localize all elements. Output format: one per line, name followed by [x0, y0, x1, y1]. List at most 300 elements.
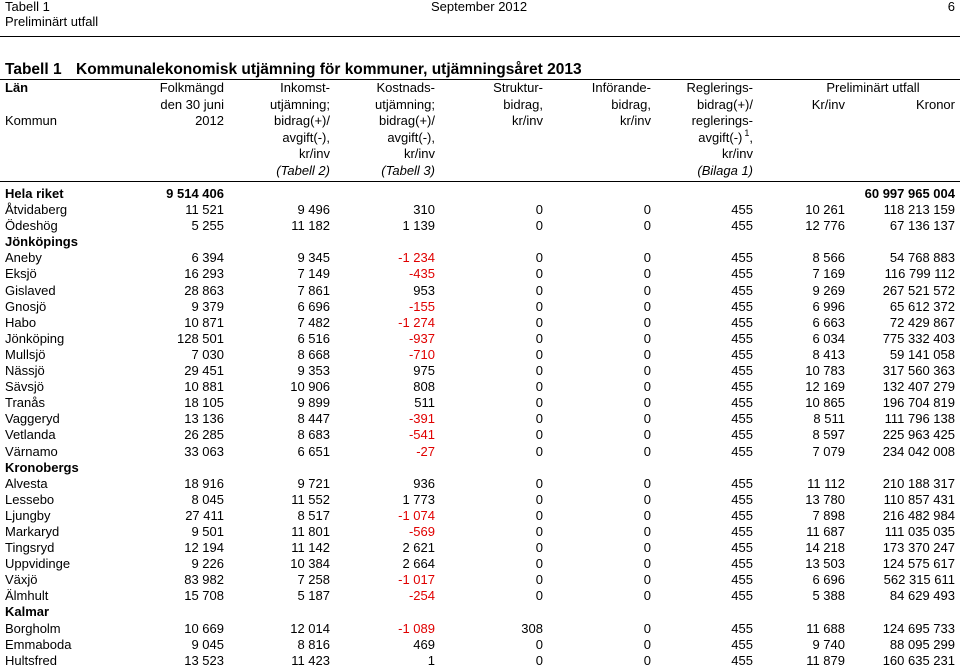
table-body [5, 186, 955, 669]
cell-utfall-kr-per-inv: 11 687 [806, 523, 845, 539]
table-row [5, 331, 955, 347]
header-kostnadsutjamning-line-3: bidrag(+)/ [379, 113, 435, 129]
cell-inkomstutjamning: 7 149 [297, 266, 330, 282]
cell-utfall-kronor: 72 429 867 [889, 314, 955, 330]
header-regleringsbidrag-line-3: reglerings- [691, 113, 753, 129]
municipality-name: Aneby [5, 250, 42, 266]
cell-regleringsbidrag [651, 186, 753, 202]
cell-kostnadsutjamning: 975 [413, 363, 435, 379]
table-row [5, 299, 955, 315]
cell-inforandebidrag: 0 [643, 572, 651, 588]
cell-kostnadsutjamning: -27 [416, 443, 435, 459]
cell-utfall-kronor: 110 857 431 [883, 491, 955, 507]
cell-utfall-kronor: 59 141 058 [889, 346, 955, 362]
cell-inkomstutjamning: 11 552 [291, 491, 330, 507]
header-regleringsbidrag-punctuation: , [749, 129, 753, 145]
cell-inforandebidrag: 0 [643, 491, 651, 507]
header-kommun-line-1: Län [5, 80, 29, 95]
header-kommun-line-3: Kommun [5, 113, 58, 129]
header-kostnadsutjamning-line-6: (Tabell 3) [381, 162, 435, 178]
municipality-name: Vetlanda [5, 427, 56, 443]
table-row [5, 524, 955, 540]
table-row [5, 508, 955, 524]
cell-folkmangd: 13 523 [184, 652, 224, 668]
table-row [5, 588, 955, 604]
header-utfall-kronor-line-2: Kronor [915, 96, 955, 112]
county-group-row [5, 604, 955, 620]
footnote-marker: 1 [744, 128, 750, 139]
cell-utfall-kr-per-inv: 12 169 [805, 379, 845, 395]
cell-kostnadsutjamning: 2 664 [402, 556, 435, 572]
page-header-date: September 2012 [431, 0, 528, 14]
cell-regleringsbidrag: 455 [731, 266, 753, 282]
cell-inkomstutjamning: 10 384 [290, 556, 330, 572]
cell-utfall-kr-per-inv: 12 776 [805, 218, 845, 234]
cell-regleringsbidrag: 455 [731, 507, 753, 523]
cell-inforandebidrag: 0 [643, 395, 651, 411]
cell-kostnadsutjamning: 808 [413, 379, 435, 395]
cell-utfall-kronor: 562 315 611 [883, 572, 955, 588]
cell-inkomstutjamning: 8 683 [297, 427, 330, 443]
header-regleringsbidrag-line-5: kr/inv [721, 146, 753, 162]
cell-folkmangd: 5 255 [191, 218, 224, 234]
cell-kostnadsutjamning: -1 234 [398, 250, 435, 266]
cell-strukturbidrag: 0 [535, 314, 543, 330]
cell-inforandebidrag: 0 [643, 298, 651, 314]
cell-utfall-kronor: 116 799 112 [884, 266, 955, 282]
cell-kostnadsutjamning: -155 [408, 298, 435, 314]
cell-strukturbidrag: 0 [535, 507, 543, 523]
header-strukturbidrag-line-2: bidrag, [503, 96, 543, 112]
cell-utfall-kr-per-inv: 14 218 [805, 540, 845, 556]
cell-folkmangd: 8 045 [191, 491, 224, 507]
municipality-name: Sävsjö [5, 379, 45, 395]
cell-inforandebidrag: 0 [643, 636, 651, 652]
county-group-row [5, 460, 955, 476]
county-name: Kalmar [5, 604, 50, 620]
cell-kostnadsutjamning: 936 [413, 475, 435, 491]
cell-folkmangd: 9 501 [191, 523, 224, 539]
header-inkomstutjamning-line-1: Inkomst- [280, 80, 330, 95]
cell-folkmangd: 9 379 [191, 298, 224, 314]
cell-inkomstutjamning: 9 345 [297, 250, 330, 266]
cell-strukturbidrag: 0 [535, 588, 543, 604]
cell-strukturbidrag: 0 [535, 330, 543, 346]
cell-strukturbidrag: 0 [535, 523, 543, 539]
cell-kostnadsutjamning: 1 773 [402, 491, 435, 507]
cell-utfall-kronor: 124 695 733 [882, 620, 955, 636]
cell-utfall-kr-per-inv: 6 996 [812, 298, 845, 314]
table-row [5, 540, 955, 556]
cell-regleringsbidrag: 455 [731, 250, 753, 266]
municipality-name: Tranås [5, 395, 45, 411]
cell-inkomstutjamning: 8 517 [297, 507, 330, 523]
cell-strukturbidrag: 0 [535, 363, 543, 379]
cell-regleringsbidrag: 455 [731, 363, 753, 379]
cell-utfall-kronor: 111 796 138 [884, 411, 955, 427]
cell-strukturbidrag: 0 [535, 346, 543, 362]
cell-inforandebidrag: 0 [643, 588, 651, 604]
cell-inforandebidrag: 0 [643, 202, 651, 218]
cell-regleringsbidrag: 455 [731, 491, 753, 507]
cell-inkomstutjamning: 9 899 [297, 395, 330, 411]
cell-utfall-kronor: 267 521 572 [882, 282, 955, 298]
municipality-name: Eksjö [5, 266, 37, 282]
cell-folkmangd: 12 194 [184, 540, 224, 556]
cell-kostnadsutjamning: 2 621 [402, 540, 435, 556]
cell-utfall-kronor: 225 963 425 [882, 427, 955, 443]
table-row-total [5, 186, 955, 202]
cell-regleringsbidrag: 455 [731, 443, 753, 459]
header-inforandebidrag-line-1: Införande- [591, 80, 651, 95]
cell-strukturbidrag: 0 [535, 443, 543, 459]
cell-kostnadsutjamning: 511 [414, 395, 435, 411]
cell-utfall-kronor: 775 332 403 [882, 330, 955, 346]
cell-regleringsbidrag: 455 [731, 572, 753, 588]
cell-inforandebidrag: 0 [643, 266, 651, 282]
cell-utfall-kr-per-inv: 11 112 [807, 475, 845, 491]
cell-inkomstutjamning: 6 516 [297, 330, 330, 346]
cell-inkomstutjamning: 7 482 [297, 314, 330, 330]
municipality-name: Uppvidinge [5, 556, 71, 572]
cell-inkomstutjamning: 11 423 [291, 652, 330, 668]
page-number: 6 [947, 0, 955, 14]
cell-folkmangd: 11 521 [185, 202, 224, 218]
page-header-table-ref: Tabell 1 [5, 0, 50, 14]
table-row [5, 266, 955, 282]
cell-regleringsbidrag: 455 [731, 346, 753, 362]
header-kostnadsutjamning-line-2: utjämning; [375, 96, 435, 112]
cell-folkmangd: 18 916 [184, 475, 224, 491]
cell-kostnadsutjamning: -541 [408, 427, 435, 443]
cell-kostnadsutjamning: -1 274 [398, 314, 435, 330]
cell-inkomstutjamning: 8 447 [297, 411, 330, 427]
header-kostnadsutjamning-line-4: avgift(-), [387, 129, 435, 145]
municipality-name: Tingsryd [5, 540, 55, 556]
cell-inforandebidrag: 0 [643, 556, 651, 572]
cell-strukturbidrag: 0 [535, 540, 543, 556]
table-row [5, 427, 955, 443]
cell-utfall-kronor: 60 997 965 004 [864, 186, 955, 201]
table-row [5, 556, 955, 572]
cell-folkmangd: 83 982 [184, 572, 224, 588]
cell-utfall-kr-per-inv: 9 269 [812, 282, 845, 298]
cell-regleringsbidrag: 455 [731, 395, 753, 411]
municipality-name: Borgholm [5, 620, 61, 636]
cell-regleringsbidrag: 455 [731, 620, 753, 636]
cell-utfall-kronor: 173 370 247 [882, 540, 955, 556]
header-kostnadsutjamning-line-1: Kostnads- [376, 80, 435, 95]
cell-regleringsbidrag: 455 [731, 427, 753, 443]
cell-regleringsbidrag: 455 [731, 330, 753, 346]
header-regleringsbidrag-line-4 [651, 130, 753, 147]
cell-inforandebidrag: 0 [643, 652, 651, 668]
header-regleringsbidrag-line-1: Reglerings- [686, 80, 753, 95]
cell-strukturbidrag: 0 [535, 395, 543, 411]
table-row [5, 218, 955, 234]
cell-inkomstutjamning: 7 258 [297, 572, 330, 588]
county-name: Jönköpings [5, 234, 78, 250]
cell-utfall-kr-per-inv: 8 413 [812, 346, 845, 362]
cell-utfall-kronor: 216 482 984 [882, 507, 955, 523]
cell-inkomstutjamning: 6 696 [297, 298, 330, 314]
page-header-left [5, 0, 98, 29]
cell-kostnadsutjamning: -391 [408, 411, 435, 427]
cell-inforandebidrag [543, 186, 651, 202]
cell-utfall-kr-per-inv: 6 034 [812, 330, 845, 346]
table-row [5, 572, 955, 588]
cell-folkmangd: 10 669 [184, 620, 224, 636]
cell-inkomstutjamning: 8 668 [297, 346, 330, 362]
cell-utfall-kr-per-inv: 7 169 [812, 266, 845, 282]
cell-folkmangd: 6 394 [191, 250, 224, 266]
cell-strukturbidrag: 0 [535, 202, 543, 218]
cell-regleringsbidrag: 455 [731, 540, 753, 556]
cell-utfall-kronor: 196 704 819 [882, 395, 955, 411]
cell-inkomstutjamning [224, 186, 330, 202]
cell-strukturbidrag: 0 [535, 379, 543, 395]
municipality-name: Värnamo [5, 443, 58, 459]
cell-inkomstutjamning: 8 816 [297, 636, 330, 652]
table-row [5, 363, 955, 379]
total-label: Hela riket [5, 186, 64, 201]
cell-utfall-kr-per-inv: 6 696 [812, 572, 845, 588]
table-row [5, 347, 955, 363]
cell-utfall-kr-per-inv: 11 688 [806, 620, 845, 636]
cell-kostnadsutjamning: -937 [408, 330, 435, 346]
table-label: Tabell 1 [5, 61, 62, 78]
cell-utfall-kronor: 317 560 363 [882, 363, 955, 379]
cell-inforandebidrag: 0 [643, 411, 651, 427]
cell-regleringsbidrag: 455 [731, 298, 753, 314]
cell-utfall-kronor: 88 095 299 [889, 636, 955, 652]
cell-utfall-kr-per-inv: 10 865 [805, 395, 845, 411]
cell-utfall-kr-per-inv [753, 186, 845, 202]
table-header [5, 80, 955, 180]
table-row [5, 250, 955, 266]
cell-utfall-kr-per-inv: 13 780 [805, 491, 845, 507]
cell-regleringsbidrag: 455 [731, 588, 753, 604]
municipality-name: Hultsfred [5, 652, 58, 668]
cell-inforandebidrag: 0 [643, 475, 651, 491]
cell-utfall-kr-per-inv: 11 879 [806, 652, 845, 668]
cell-inforandebidrag: 0 [643, 620, 651, 636]
cell-inkomstutjamning: 12 014 [290, 620, 330, 636]
cell-kostnadsutjamning: -254 [408, 588, 435, 604]
municipality-name: Åtvidaberg [5, 202, 68, 218]
cell-inkomstutjamning: 6 651 [297, 443, 330, 459]
cell-utfall-kr-per-inv: 8 566 [812, 250, 845, 266]
cell-inforandebidrag: 0 [643, 218, 651, 234]
cell-strukturbidrag: 0 [535, 556, 543, 572]
cell-folkmangd: 16 293 [184, 266, 224, 282]
municipality-name: Habo [5, 314, 37, 330]
cell-folkmangd: 128 501 [177, 330, 224, 346]
cell-kostnadsutjamning: -569 [408, 523, 435, 539]
cell-inforandebidrag: 0 [643, 507, 651, 523]
cell-regleringsbidrag: 455 [731, 523, 753, 539]
cell-utfall-kr-per-inv: 6 663 [812, 314, 845, 330]
cell-folkmangd: 10 871 [184, 314, 224, 330]
header-inkomstutjamning-line-4: avgift(-), [282, 129, 330, 145]
table-row [5, 315, 955, 331]
cell-kostnadsutjamning: 953 [413, 282, 435, 298]
table-row [5, 653, 955, 669]
municipality-name: Jönköping [5, 330, 65, 346]
cell-strukturbidrag: 0 [535, 298, 543, 314]
header-inforandebidrag-line-2: bidrag, [611, 96, 651, 112]
cell-folkmangd: 7 030 [191, 346, 224, 362]
municipality-name: Älmhult [5, 588, 49, 604]
municipality-name: Gislaved [5, 282, 56, 298]
cell-regleringsbidrag: 455 [731, 282, 753, 298]
table-row [5, 492, 955, 508]
cell-utfall-kr-per-inv: 10 783 [805, 363, 845, 379]
cell-utfall-kronor: 118 213 159 [883, 202, 955, 218]
cell-kostnadsutjamning: 1 139 [402, 218, 435, 234]
cell-folkmangd: 15 708 [184, 588, 224, 604]
cell-inforandebidrag: 0 [643, 540, 651, 556]
cell-kostnadsutjamning: -435 [408, 266, 435, 282]
cell-regleringsbidrag: 455 [731, 411, 753, 427]
cell-strukturbidrag: 0 [535, 491, 543, 507]
cell-inkomstutjamning: 9 721 [297, 475, 330, 491]
header-regleringsbidrag-line-6: (Bilaga 1) [697, 162, 753, 178]
cell-utfall-kr-per-inv: 10 261 [805, 202, 845, 218]
cell-inforandebidrag: 0 [643, 443, 651, 459]
cell-inkomstutjamning: 9 496 [297, 202, 330, 218]
cell-folkmangd: 9 045 [191, 636, 224, 652]
cell-inkomstutjamning: 11 801 [291, 523, 330, 539]
county-name: Kronobergs [5, 459, 79, 475]
cell-utfall-kronor: 67 136 137 [889, 218, 955, 234]
cell-folkmangd: 9 514 406 [166, 186, 224, 201]
header-folkmangd-line-2: den 30 juni [160, 96, 224, 112]
cell-folkmangd: 27 411 [185, 507, 224, 523]
cell-strukturbidrag: 308 [521, 620, 543, 636]
cell-strukturbidrag: 0 [535, 427, 543, 443]
table-row [5, 379, 955, 395]
page-header-rule [0, 36, 960, 37]
cell-utfall-kronor: 65 612 372 [889, 298, 955, 314]
county-group-row [5, 234, 955, 250]
cell-strukturbidrag: 0 [535, 475, 543, 491]
cell-regleringsbidrag: 455 [731, 556, 753, 572]
municipality-name: Alvesta [5, 475, 48, 491]
header-inkomstutjamning-line-5: kr/inv [298, 146, 330, 162]
table-row [5, 411, 955, 427]
cell-strukturbidrag: 0 [535, 250, 543, 266]
cell-utfall-kronor: 54 768 883 [889, 250, 955, 266]
header-utfall-kr-per-inv-line-2: Kr/inv [811, 96, 845, 112]
cell-kostnadsutjamning: 469 [413, 636, 435, 652]
cell-inforandebidrag: 0 [643, 250, 651, 266]
cell-utfall-kronor: 111 035 035 [884, 523, 955, 539]
cell-utfall-kr-per-inv: 13 503 [805, 556, 845, 572]
municipality-name: Vaggeryd [5, 411, 60, 427]
cell-regleringsbidrag: 455 [731, 475, 753, 491]
header-folkmangd-line-1: Folkmängd [159, 80, 224, 95]
cell-regleringsbidrag: 455 [731, 636, 753, 652]
cell-folkmangd: 29 451 [184, 363, 224, 379]
header-kostnadsutjamning-line-5: kr/inv [403, 146, 435, 162]
cell-folkmangd: 13 136 [184, 411, 224, 427]
cell-utfall-kronor: 234 042 008 [882, 443, 955, 459]
cell-strukturbidrag: 0 [535, 652, 543, 668]
page-header-status: Preliminärt utfall [5, 13, 99, 29]
cell-kostnadsutjamning: -1 089 [398, 620, 435, 636]
header-inkomstutjamning-line-6: (Tabell 2) [276, 162, 330, 178]
table-row [5, 202, 955, 218]
cell-utfall-kr-per-inv: 8 597 [812, 427, 845, 443]
cell-utfall-kr-per-inv: 5 388 [812, 588, 845, 604]
cell-folkmangd: 33 063 [184, 443, 224, 459]
cell-kostnadsutjamning: 310 [413, 202, 435, 218]
cell-inkomstutjamning: 11 182 [291, 218, 330, 234]
header-bottom-rule [0, 181, 960, 182]
cell-utfall-kr-per-inv: 8 511 [813, 411, 845, 427]
cell-utfall-kronor: 210 188 317 [882, 475, 955, 491]
municipality-name: Emmaboda [5, 636, 72, 652]
cell-utfall-kr-per-inv: 7 898 [812, 507, 845, 523]
cell-folkmangd: 28 863 [184, 282, 224, 298]
header-strukturbidrag-line-1: Struktur- [493, 80, 543, 95]
header-folkmangd-line-3: 2012 [195, 113, 224, 129]
cell-utfall-kronor: 84 629 493 [889, 588, 955, 604]
cell-inforandebidrag: 0 [643, 330, 651, 346]
cell-folkmangd: 18 105 [184, 395, 224, 411]
cell-regleringsbidrag: 455 [731, 218, 753, 234]
cell-inforandebidrag: 0 [643, 346, 651, 362]
cell-kostnadsutjamning: 1 [427, 652, 435, 668]
table-row [5, 637, 955, 653]
cell-utfall-kr-per-inv: 9 740 [812, 636, 845, 652]
cell-strukturbidrag: 0 [535, 266, 543, 282]
table-row [5, 621, 955, 637]
municipality-name: Markaryd [5, 523, 60, 539]
cell-inkomstutjamning: 10 906 [290, 379, 330, 395]
cell-strukturbidrag [435, 186, 543, 202]
municipality-name: Ödeshög [5, 218, 58, 234]
cell-utfall-kronor: 132 407 279 [882, 379, 955, 395]
cell-inforandebidrag: 0 [643, 282, 651, 298]
municipality-name: Ljungby [5, 507, 51, 523]
cell-folkmangd: 10 881 [184, 379, 224, 395]
cell-strukturbidrag: 0 [535, 636, 543, 652]
cell-kostnadsutjamning: -1 074 [398, 507, 435, 523]
cell-inforandebidrag: 0 [643, 363, 651, 379]
cell-strukturbidrag: 0 [535, 282, 543, 298]
cell-regleringsbidrag: 455 [731, 314, 753, 330]
municipality-name: Mullsjö [5, 346, 46, 362]
cell-inkomstutjamning: 11 142 [291, 540, 330, 556]
header-regleringsbidrag-text: avgift(-) [698, 129, 743, 145]
cell-strukturbidrag: 0 [535, 411, 543, 427]
cell-kostnadsutjamning: -710 [408, 346, 435, 362]
table-title-text: Kommunalekonomisk utjämning för kommuner, utjämningsåret 2013 [76, 61, 582, 78]
cell-utfall-kr-per-inv: 7 079 [812, 443, 845, 459]
header-group-preliminart-utfall: Preliminärt utfall [826, 80, 920, 95]
municipality-name: Lessebo [5, 491, 55, 507]
header-inkomstutjamning-line-2: utjämning; [270, 96, 330, 112]
cell-regleringsbidrag: 455 [731, 379, 753, 395]
cell-utfall-kronor: 124 575 617 [882, 556, 955, 572]
table-row [5, 283, 955, 299]
municipality-name: Gnosjö [5, 298, 47, 314]
table-row [5, 476, 955, 492]
municipality-name: Växjö [5, 572, 38, 588]
cell-inforandebidrag: 0 [643, 379, 651, 395]
